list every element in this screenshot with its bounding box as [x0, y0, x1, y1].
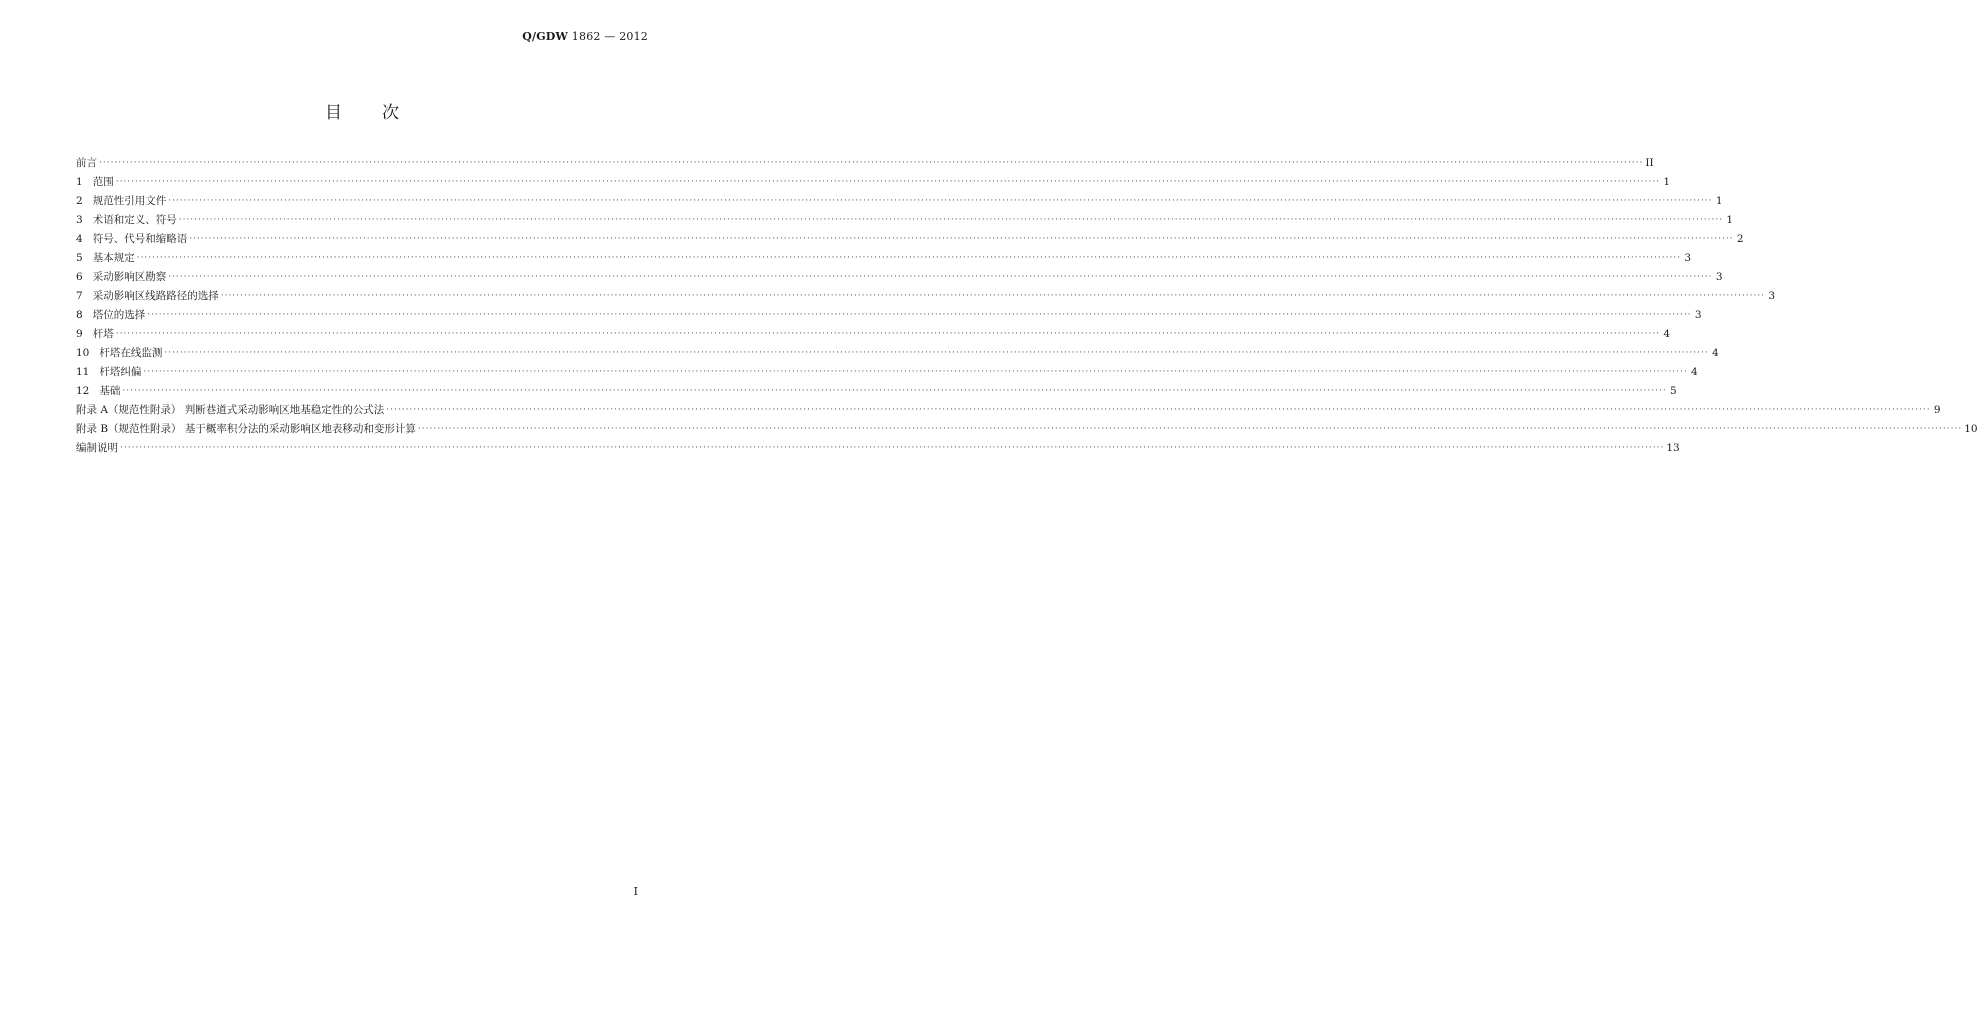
toc-entry-label: 杆塔在线监测: [99, 347, 163, 359]
toc-leader-dots: ················································································································································································································································································································································································································: [168, 272, 1713, 282]
toc-entry-label: 采动影响区勘察: [92, 271, 167, 283]
toc-entry-page: 1: [1726, 214, 1734, 226]
toc-entry-page: 10: [1964, 423, 1978, 435]
toc-entry-page: 3: [1715, 271, 1723, 283]
toc-entry[interactable]: [76, 192, 1723, 211]
toc-entry-number: 9: [76, 328, 93, 340]
toc-entry[interactable]: [76, 363, 1698, 382]
standard-prefix: Q/GDW: [522, 30, 569, 43]
toc-entry-label: 术语和定义、符号: [92, 214, 177, 226]
toc-entry-page: 3: [1768, 290, 1776, 302]
toc-entry[interactable]: [76, 325, 1671, 344]
toc-entry-label: 杆塔: [92, 328, 114, 340]
toc-entry[interactable]: [76, 306, 1702, 325]
toc-leader-dots: ················································································································································································································································································································································································································: [99, 158, 1644, 168]
toc-entry-page: 13: [1666, 442, 1680, 454]
toc-leader-dots: ················································································································································································································································································································································································································: [386, 405, 1931, 415]
toc-leader-dots: ················································································································································································································································································································································································································: [115, 329, 1661, 339]
toc-entry[interactable]: [76, 401, 1941, 420]
toc-leader-dots: ················································································································································································································································································································································································································: [417, 424, 1963, 434]
toc-entry[interactable]: [76, 154, 1654, 173]
toc-entry[interactable]: [76, 249, 1692, 268]
toc-entry-page: 4: [1691, 366, 1698, 378]
toc-entry-label: 基础: [99, 385, 121, 397]
toc-entry-page: 2: [1736, 233, 1744, 245]
toc-leader-dots: ················································································································································································································································································································································································································: [120, 443, 1665, 453]
toc-entry-page: II: [1645, 157, 1654, 169]
toc-entry-page: 3: [1684, 252, 1692, 264]
toc-entry[interactable]: [76, 420, 1978, 439]
toc-entry-page: 4: [1663, 328, 1671, 340]
toc-entry[interactable]: [76, 230, 1744, 249]
toc-entry-number: 7: [76, 290, 93, 302]
toc-leader-dots: ················································································································································································································································································································································································································: [115, 177, 1661, 187]
toc-entry-page: 9: [1933, 404, 1941, 416]
toc-entry-number: 11: [76, 366, 100, 378]
toc-entry[interactable]: [76, 439, 1680, 458]
toc-entry-number: 6: [76, 271, 93, 283]
toc-entry-number: 4: [76, 233, 93, 245]
toc-entry-label: 采动影响区线路路径的选择: [92, 290, 219, 302]
toc-entry-number: 5: [76, 252, 93, 264]
toc-entry-label: 附录 B（规范性附录） 基于概率积分法的采动影响区地表移动和变形计算: [76, 423, 416, 435]
toc-entry-page: 3: [1694, 309, 1702, 321]
toc-entry-page: 1: [1715, 195, 1723, 207]
title-char-2: 次: [382, 103, 399, 123]
toc-entry-number: 3: [76, 214, 93, 226]
standard-number: 1862 — 2012: [568, 30, 648, 43]
toc-entry-label: 编制说明: [76, 442, 118, 454]
toc-entry-number: 8: [76, 309, 93, 321]
toc-entry[interactable]: [76, 344, 1719, 363]
toc-entry-number: 12: [76, 385, 100, 397]
toc-entry-number: 2: [76, 195, 93, 207]
toc-entry-label: 符号、代号和缩略语: [92, 233, 188, 245]
document-code-header: [522, 30, 648, 43]
page-title: [0, 98, 724, 123]
toc-leader-dots: ················································································································································································································································································································································································································: [189, 234, 1734, 244]
toc-leader-dots: ················································································································································································································································································································································································································: [220, 291, 1766, 301]
toc-entry-page: 4: [1712, 347, 1719, 359]
toc-entry[interactable]: [76, 287, 1776, 306]
toc-leader-dots: ················································································································································································································································································································································································································: [143, 367, 1688, 377]
toc-entry-label: 规范性引用文件: [92, 195, 167, 207]
toc-entry[interactable]: [76, 382, 1677, 401]
toc-entry-label: 前言: [76, 157, 97, 169]
toc-leader-dots: ················································································································································································································································································································································································································: [168, 196, 1713, 206]
toc-leader-dots: ················································································································································································································································································································································································································: [136, 253, 1682, 263]
page-number: I: [633, 885, 638, 898]
table-of-contents: [76, 154, 1978, 458]
toc-entry-label: 附录 A（规范性附录） 判断巷道式采动影响区地基稳定性的公式法: [76, 404, 385, 416]
toc-entry-label: 基本规定: [92, 252, 135, 264]
toc-entry[interactable]: [76, 173, 1671, 192]
toc-entry-label: 范围: [92, 176, 114, 188]
toc-entry-page: 5: [1670, 385, 1677, 397]
toc-entry-number: 1: [76, 176, 93, 188]
toc-entry-label: 塔位的选择: [92, 309, 146, 321]
toc-leader-dots: ················································································································································································································································································································································································································: [122, 386, 1667, 396]
toc-leader-dots: ················································································································································································································································································································································································································: [178, 215, 1724, 225]
toc-leader-dots: ················································································································································································································································································································································································································: [164, 348, 1709, 358]
toc-entry[interactable]: [76, 268, 1723, 287]
toc-entry-label: 杆塔纠偏: [99, 366, 142, 378]
title-char-1: 目: [325, 103, 342, 123]
toc-entry-number: 10: [76, 347, 100, 359]
toc-leader-dots: ················································································································································································································································································································································································································: [147, 310, 1692, 320]
toc-entry[interactable]: [76, 211, 1734, 230]
toc-entry-page: 1: [1663, 176, 1671, 188]
